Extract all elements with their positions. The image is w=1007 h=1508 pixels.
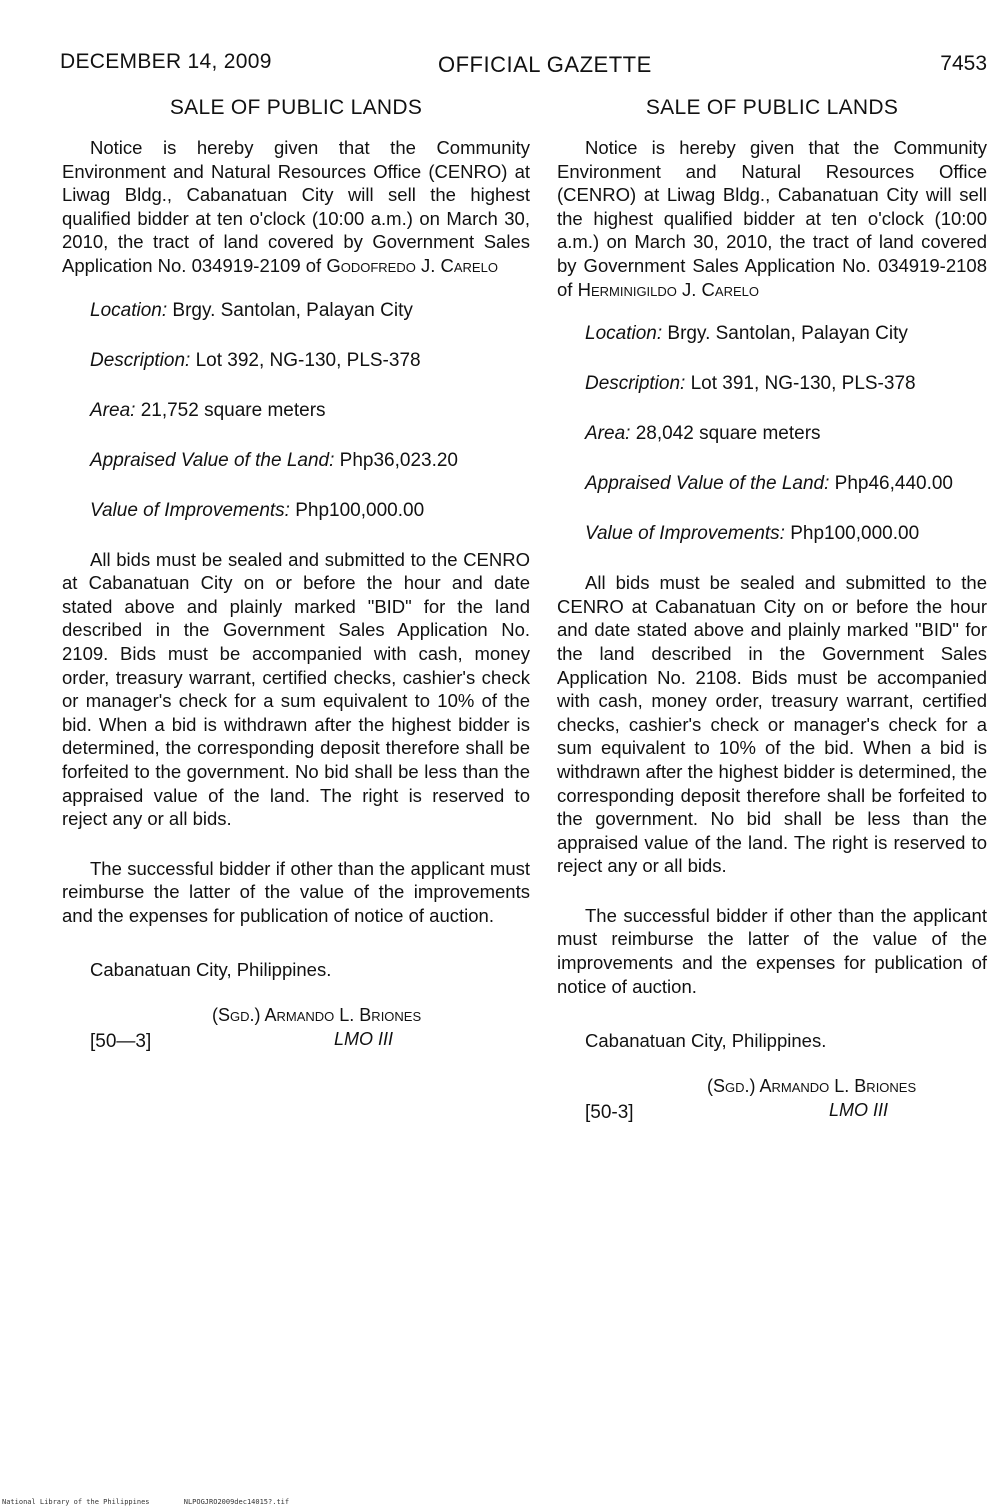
notice-title: SALE OF PUBLIC LANDS	[169, 96, 423, 119]
signature-block	[62, 1005, 530, 1065]
signatory-role: LMO III	[334, 1029, 394, 1050]
location-field: Location: Brgy. Santolan, Palayan City	[585, 323, 908, 345]
notice-intro: Notice is hereby given that the Community Environment and Natural Resources Office (CENRO) at Liwag Bldg., Cabanatuan City will sell the highest qualified bidder at ten o'clock (10:00 a.m.) on March 30, 2010, the tract of land covered by Government Sales Application No. 034919-2108 of Herminigildo J. Carelo	[557, 137, 987, 300]
improvements-value-field: Value of Improvements: Php100,000.00	[90, 499, 425, 521]
notice-right	[557, 96, 987, 1136]
issuing-city: Cabanatuan City, Philippines.	[90, 959, 332, 981]
notice-intro: Notice is hereby given that the Community Environment and Natural Resources Office (CENRO) at Liwag Bldg., Cabanatuan City will sell the highest qualified bidder at ten o'clock (10:00 a.m.) on March 30, 2010, the tract of land covered by Government Sales Application No. 034919-2109 of Godofredo J. Carelo	[62, 137, 530, 276]
page-number: 7453	[940, 52, 987, 75]
improvements-value-field: Value of Improvements: Php100,000.00	[585, 523, 920, 545]
bids-paragraph: All bids must be sealed and submitted to the CENRO at Cabanatuan City on or before the hour and date stated above and plainly marked "BID" for the land described in the Government Sales Application No. 2109. Bids must be accompanied with cash, money order, treasury warrant, certified checks, cashier's check or manager's check for a sum equivalent to 10% of the bid. When a bid is withdrawn after the highest bidder is determined, the corresponding deposit therefore shall be forfeited to the government. No bid shall be less than the appraised value of the land. The right is reserved to reject any or all bids.	[62, 548, 530, 830]
page-header	[60, 44, 987, 84]
notice-reference: [50—3]	[90, 1031, 152, 1053]
reimburse-paragraph: The successful bidder if other than the applicant must reimburse the latter of the value of the improvements and the expenses for publication of notice of auction.	[62, 857, 530, 926]
area-field: Area: 28,042 square meters	[585, 423, 821, 445]
issuing-city: Cabanatuan City, Philippines.	[585, 1030, 827, 1052]
appraised-value-field: Appraised Value of the Land: Php46,440.00	[585, 473, 953, 495]
area-field: Area: 21,752 square meters	[90, 399, 326, 421]
library-credit: National Library of the Philippines	[2, 1498, 150, 1506]
signatory-role: LMO III	[829, 1100, 889, 1121]
location-field: Location: Brgy. Santolan, Palayan City	[90, 299, 413, 321]
description-field: Description: Lot 392, NG-130, PLS-378	[90, 349, 421, 371]
signature-block	[557, 1076, 987, 1136]
bids-paragraph: All bids must be sealed and submitted to the CENRO at Cabanatuan City on or before the hour and date stated above and plainly marked "BID" for the land described in the Government Sales Application No. 2108. Bids must be accompanied with cash, money order, treasury warrant, certified checks, cashier's check or manager's check for a sum equivalent to 10% of the bid. When a bid is withdrawn after the highest bidder is determined, the corresponding deposit therefore shall be forfeited to the government. No bid shall be less than the appraised value of the land. The right is reserved to reject any or all bids.	[557, 572, 987, 877]
notice-left	[62, 96, 530, 1065]
appraised-value-field: Appraised Value of the Land: Php36,023.20	[90, 449, 458, 471]
signatory: (Sgd.) Armando L. Briones	[212, 1005, 422, 1026]
issue-date: DECEMBER 14, 2009	[60, 50, 272, 73]
signatory: (Sgd.) Armando L. Briones	[707, 1076, 917, 1097]
applicant-name: Godofredo J. Carelo	[326, 254, 498, 276]
notice-reference: [50-3]	[585, 1102, 634, 1124]
reimburse-paragraph: The successful bidder if other than the applicant must reimburse the latter of the value of the improvements and the expenses for publication of notice of auction.	[557, 904, 987, 997]
applicant-name: Herminigildo J. Carelo	[577, 278, 759, 300]
notice-title: SALE OF PUBLIC LANDS	[645, 96, 899, 119]
publication-title: OFFICIAL GAZETTE	[438, 52, 652, 77]
scan-filename: NLPOGJRO2009dec14015?.tif	[183, 1498, 290, 1506]
scan-footer	[2, 1498, 319, 1506]
description-field: Description: Lot 391, NG-130, PLS-378	[585, 373, 916, 395]
